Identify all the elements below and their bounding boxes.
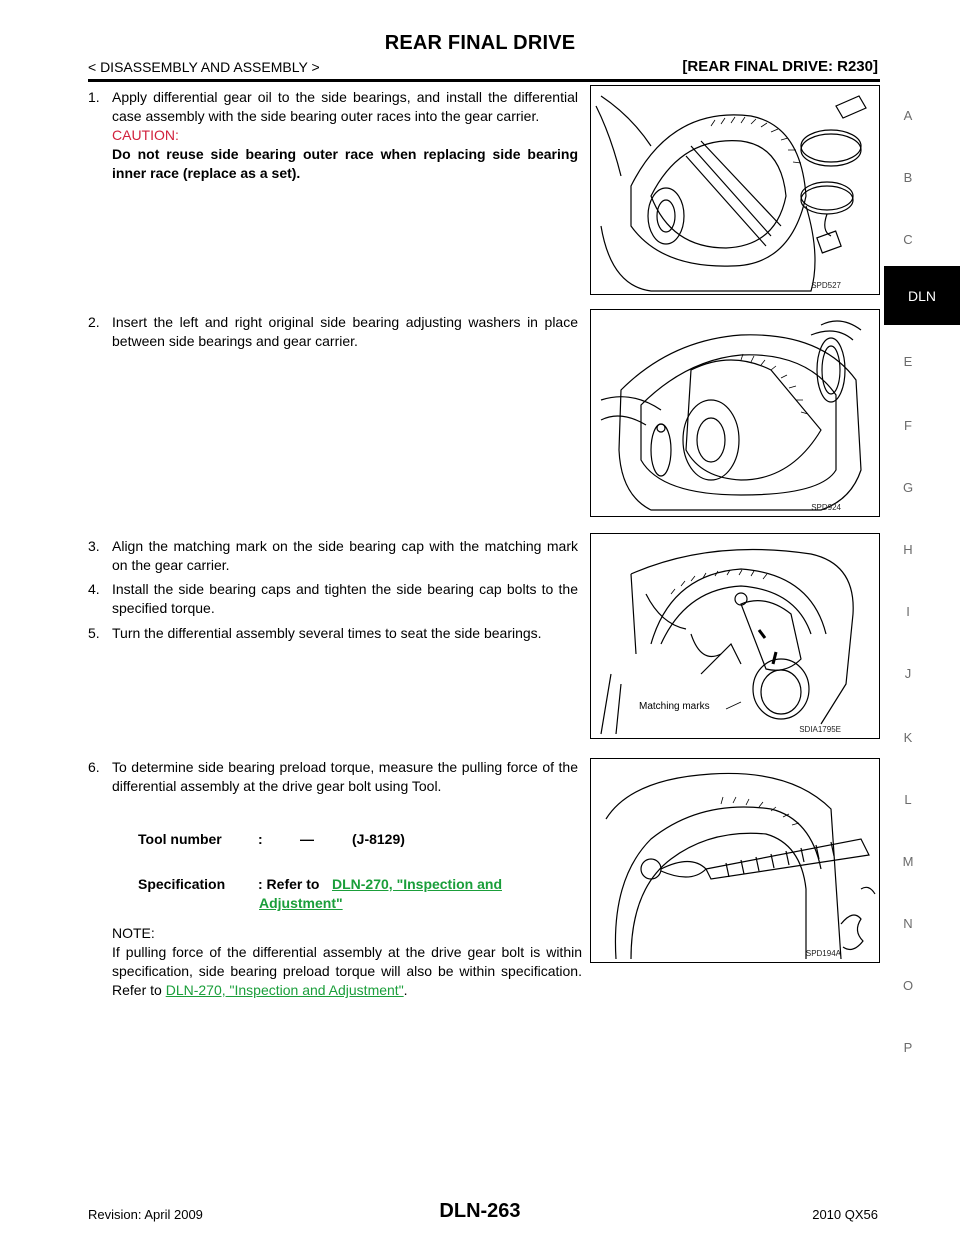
side-index-i[interactable]: I [906, 604, 910, 619]
specification-prefix: : Refer to [258, 876, 320, 892]
note-tail: . [403, 982, 408, 998]
revision-date: Revision: April 2009 [88, 1207, 203, 1222]
note-text: If pulling force of the differential assembly at the drive gear bolt is within specification, side bearing preload torque will also be within specification. Refer to [112, 944, 582, 998]
tool-number-separator: : [258, 831, 263, 847]
side-index-h[interactable]: H [903, 542, 913, 557]
side-index-k[interactable]: K [903, 730, 913, 745]
model-tag: [REAR FINAL DRIVE: R230] [682, 58, 878, 75]
figure-code: SPD194A [805, 949, 841, 958]
step-text: Turn the differential assembly several times to seat the side bearings. [112, 625, 542, 641]
step-number: 4. [88, 581, 100, 597]
side-index-f[interactable]: F [904, 418, 912, 433]
vehicle-model: 2010 QX56 [812, 1207, 878, 1222]
step-4 [88, 580, 578, 618]
figure-matching-marks [590, 533, 880, 739]
spec-link-inspection-adjustment[interactable]: DLN-270, "Inspection and [332, 876, 502, 892]
step-text: Apply differential gear oil to the side bearings, and install the differential case assembly with the side bearing outer races into the gear carrier. [112, 89, 578, 124]
header-rule [88, 79, 880, 82]
step-number: 1. [88, 89, 100, 105]
side-index-p[interactable]: P [903, 1040, 913, 1055]
adjusting-washers-illustration [591, 310, 879, 516]
spec-link-inspection-adjustment-cont[interactable]: Adjustment" [259, 895, 343, 911]
caution-text: Do not reuse side bearing outer race when replacing side bearing inner race (replace as a set). [112, 146, 578, 181]
matching-marks-illustration [591, 534, 879, 738]
step-6 [88, 758, 578, 796]
note-block [112, 924, 582, 1000]
side-index-m[interactable]: M [902, 854, 914, 869]
step-number: 5. [88, 625, 100, 641]
tool-number-value: (J-8129) [352, 831, 405, 847]
step-1 [88, 88, 578, 183]
note-link-inspection-adjustment[interactable]: DLN-270, "Inspection and Adjustment" [165, 982, 404, 998]
page-title: REAR FINAL DRIVE [384, 32, 576, 54]
figure-code: SPD527 [811, 281, 841, 290]
tool-number-dash: — [300, 831, 314, 847]
figure-code: SDIA1795E [799, 725, 841, 734]
section-breadcrumb: < DISASSEMBLY AND ASSEMBLY > [88, 59, 320, 75]
figure-adjusting-washers [590, 309, 880, 517]
caution-label: CAUTION: [112, 127, 179, 143]
figure-code: SPD924 [811, 503, 841, 512]
side-index-l[interactable]: L [904, 792, 912, 807]
page-number: DLN-263 [439, 1200, 521, 1222]
note-label: NOTE: [112, 925, 155, 941]
side-index-o[interactable]: O [902, 978, 914, 993]
step-number: 2. [88, 314, 100, 330]
figure-preload-measurement [590, 758, 880, 963]
side-index-a[interactable]: A [903, 108, 913, 123]
side-index-e[interactable]: E [903, 354, 913, 369]
step-3 [88, 537, 578, 575]
side-index-b[interactable]: B [903, 170, 913, 185]
step-5 [88, 624, 578, 643]
specification-label: Specification [138, 876, 226, 892]
side-index-j[interactable]: J [904, 666, 912, 681]
preload-measurement-illustration [591, 759, 879, 962]
side-index-dln-active[interactable]: DLN [884, 266, 960, 325]
step-text: Insert the left and right original side bearing adjusting washers in place between side bearings and gear carrier. [112, 314, 578, 349]
step-text: To determine side bearing preload torque, measure the pulling force of the differential assembly at the drive gear bolt using Tool. [112, 759, 578, 794]
step-text: Install the side bearing caps and tighten the side bearing cap bolts to the specified torque. [112, 581, 578, 616]
differential-case-illustration [591, 86, 879, 294]
tool-number-label: Tool number [138, 831, 222, 847]
step-number: 3. [88, 538, 100, 554]
step-number: 6. [88, 759, 100, 775]
side-index-c[interactable]: C [903, 232, 913, 247]
side-index-n[interactable]: N [903, 916, 913, 931]
step-2 [88, 313, 578, 351]
matching-marks-label: Matching marks [639, 701, 710, 712]
figure-differential-case-install [590, 85, 880, 295]
step-text: Align the matching mark on the side bearing cap with the matching mark on the gear carrier. [112, 538, 578, 573]
side-index-g[interactable]: G [902, 480, 914, 495]
